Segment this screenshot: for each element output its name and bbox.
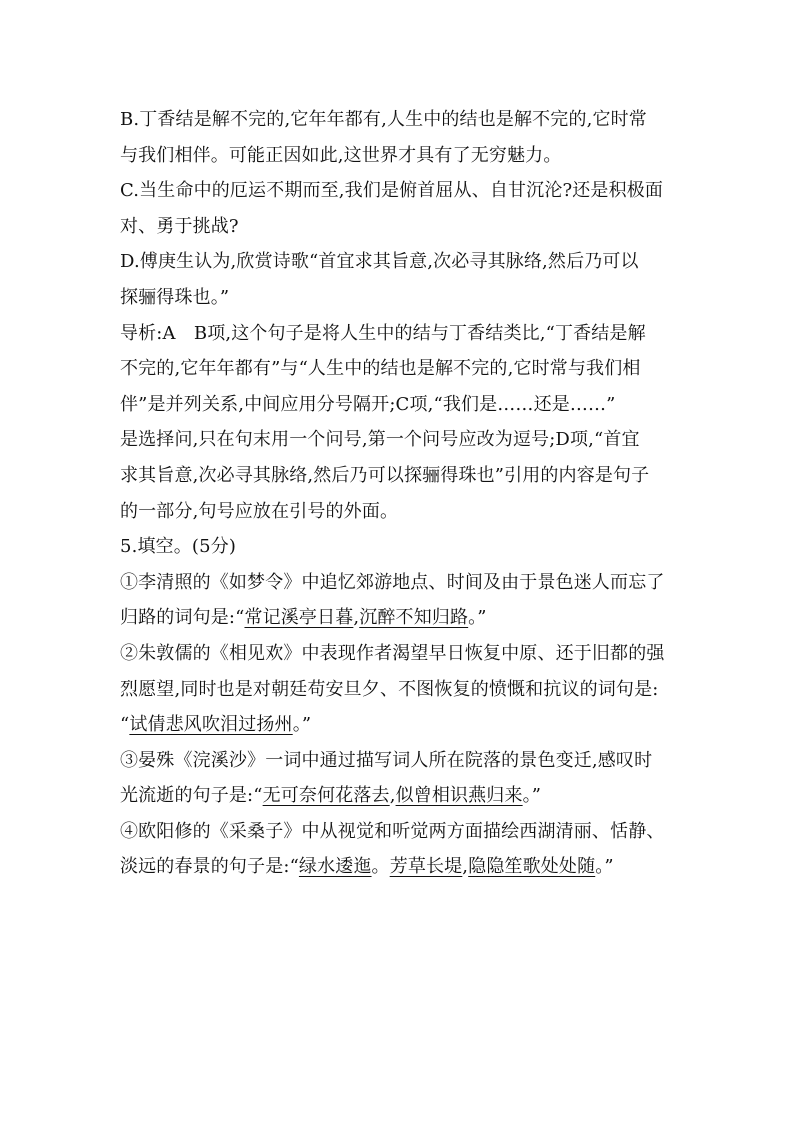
answer-blank: 绿水逶迤	[298, 856, 372, 878]
answer-line	[120, 600, 690, 636]
text-line: 对、勇于挑战?	[120, 215, 239, 237]
answer-prefix: 光流逝的句子是:“	[120, 785, 263, 807]
text-line: 探骊得珠也。”	[120, 286, 230, 308]
analysis-line: 的一部分,句号应放在引号的外面。	[120, 500, 399, 522]
question-heading: 5.填空。(5分)	[120, 536, 237, 558]
answer-blank: 试倩悲风吹泪过扬州	[129, 714, 293, 736]
answer-separator: ,	[462, 856, 469, 878]
answer-blank: 无可奈何花落去	[262, 785, 390, 807]
text-line: D.傅庚生认为,欣赏诗歌“首宜求其旨意,次必寻其脉络,然后乃可以	[120, 251, 639, 273]
analysis-line: 是选择问,只在句末用一个问号,第一个问号应改为逗号;D项,“首宜	[120, 429, 640, 451]
answer-separator: 。	[371, 856, 390, 878]
question-line: 烈愿望,同时也是对朝廷苟安旦夕、不图恢复的愤慨和抗议的词句是:	[120, 678, 659, 700]
answer-suffix: 。”	[522, 785, 542, 807]
answer-blank: 芳草长堤	[389, 856, 463, 878]
answer-suffix: 。”	[595, 856, 614, 878]
answer-suffix: 。”	[292, 714, 312, 736]
analysis-line: 伴”是并列关系,中间应用分号隔开;C项,“我们是……还是……”	[120, 393, 616, 415]
analysis-line: 导析:A B项,这个句子是将人生中的结与丁香结类比,“丁香结是解	[120, 322, 646, 344]
question-line: ④欧阳修的《采桑子》中从视觉和听觉两方面描绘西湖清丽、恬静、	[120, 820, 665, 842]
answer-blank: 常记溪亭日暮	[244, 607, 354, 629]
question-line: ①李清照的《如梦令》中追忆郊游地点、时间及由于景色迷人而忘了	[120, 571, 665, 593]
analysis-line: 不完的,它年年都有”与“人生中的结也是解不完的,它时常与我们相	[120, 358, 641, 380]
answer-blank: 隐隐笙歌处处随	[468, 856, 596, 878]
question-line: ③晏殊《浣溪沙》一词中通过描写词人所在院落的景色变迁,感叹时	[120, 749, 653, 771]
answer-suffix: 。”	[468, 607, 487, 629]
answer-separator: ,	[353, 607, 360, 629]
text-line: B.丁香结是解不完的,它年年都有,人生中的结也是解不完的,它时常	[120, 109, 647, 130]
analysis-line: 求其旨意,次必寻其脉络,然后乃可以探骊得珠也”引用的内容是句子	[120, 464, 650, 486]
text-line: 与我们相伴。可能正因如此,这世界才具有了无穷魅力。	[120, 144, 562, 166]
answer-blank: 沉醉不知归路	[359, 607, 469, 629]
answer-prefix: 淡远的春景的句子是:“	[120, 856, 299, 878]
document-body	[120, 102, 690, 885]
answer-blank: 似曾相识燕归来	[395, 785, 523, 807]
answer-line	[120, 849, 690, 885]
text-line: C.当生命中的厄运不期而至,我们是俯首屈从、自甘沉沦?还是积极面	[120, 180, 664, 202]
answer-separator: ,	[389, 785, 396, 807]
answer-line	[120, 778, 690, 814]
answer-prefix: 归路的词句是:“	[120, 607, 245, 629]
answer-prefix: “	[120, 714, 130, 736]
answer-line	[120, 707, 690, 743]
question-line: ②朱敦儒的《相见欢》中表现作者渴望早日恢复中原、还于旧都的强	[120, 642, 665, 664]
